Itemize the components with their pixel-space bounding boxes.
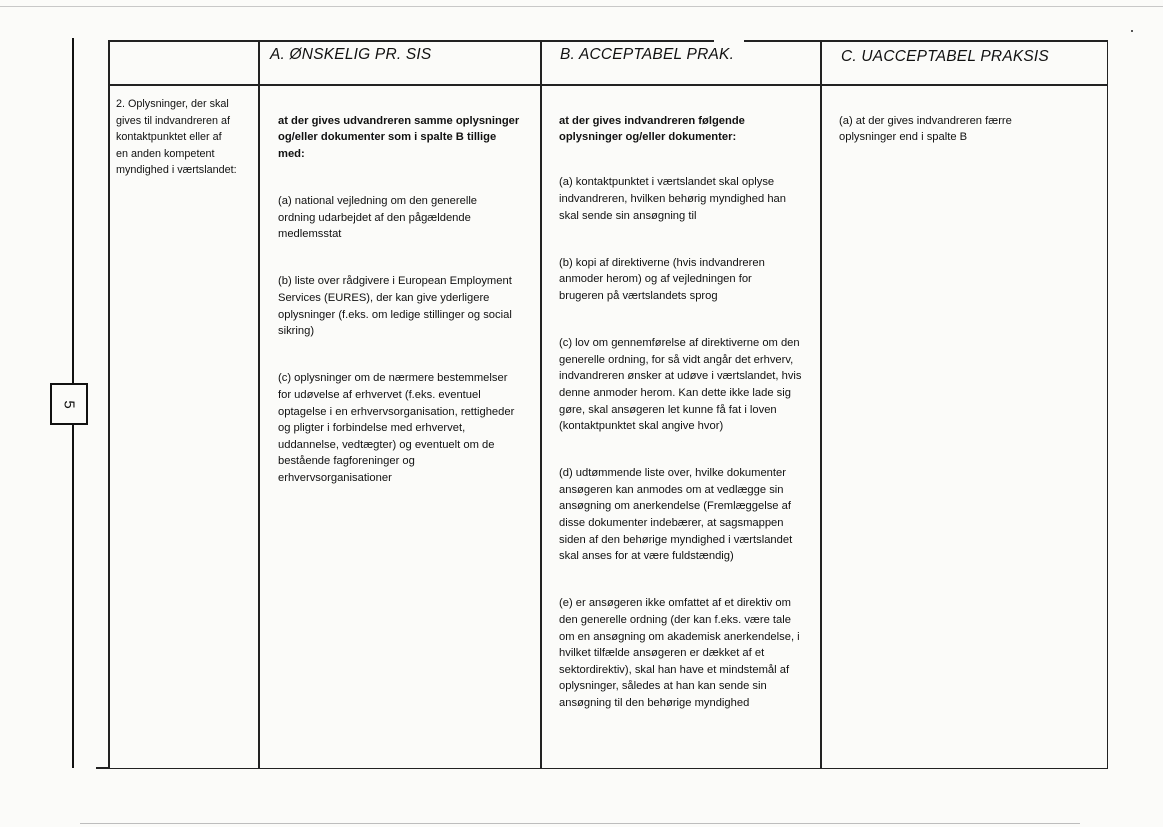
col-a-cell	[278, 96, 538, 517]
col-rule-3	[540, 40, 542, 768]
col-rule-2	[258, 40, 260, 768]
col-b-item-a: (a) kontaktpunktet i værtslandet skal oplyse indvandreren, hvilken behørig myndighed han skal sende sin ansøgning til	[559, 176, 787, 222]
col-b-intro: at der gives indvandreren følgende oplysninger og/eller dokumenter:	[559, 114, 745, 144]
col-b-item-e: (e) er ansøgeren ikke omfattet af et direktiv om den generelle ordning (der kan f.eks. være tale om en ansøgning om akademisk anerkendelse, i hvilket tilfælde ansøgeren er dækket af et sektordirektiv), skal han have et mindstemål af oplysninger, således at han kan sende sin ansøgning til den behørige myndighed	[559, 597, 800, 709]
table-bottom-extension	[96, 767, 110, 769]
header-col-a: A. ØNSKELIG PR. SIS	[270, 46, 432, 63]
col-c-cell	[839, 96, 1099, 176]
col-a-item-c: (c) oplysninger om de nærmere bestemmelser for udøvelse af erhvervet (f.eks. eventuel optagelse i en erhvervsorganisation, rettigheder og pligter i forbindelse med erhvervet, uddannelse, vedtægter) og eventuelt om de bestående fagforeninger og erhvervsorganisationer	[278, 372, 515, 484]
scan-edge-bottom	[80, 823, 1080, 824]
header-gap	[714, 38, 744, 44]
col-b-item-c: (c) lov om gennemførelse af direktiverne om den generelle ordning, for så vidt angår det erhverv, indvandreren ønsker at udøve i værtslandet, hvis denne anmoder herom. Kan dette ikke lade sig gøre, skal ansøgeren let kunne få fat i loven (kontaktpunktet skal angive hvor)	[559, 337, 802, 433]
col-rule-1	[108, 40, 110, 769]
col-b-cell	[559, 96, 821, 742]
header-col-c: C. UACCEPTABEL PRAKSIS	[841, 48, 1049, 65]
praxis-table	[96, 40, 1108, 769]
criterion-cell: 2. Oplysninger, der skal gives til indvandreren af kontaktpunktet eller af en anden kompetent myndighed i værtslandet:	[116, 98, 237, 177]
scan-edge-top	[0, 6, 1163, 7]
chapter-tab	[50, 383, 88, 425]
scan-speck	[1131, 30, 1133, 32]
header-separator	[108, 84, 1107, 86]
col-a-item-a: (a) national vejledning om den generelle ordning udarbejdet af den pågældende medlemsstat	[278, 194, 478, 241]
col-b-item-d: (d) udtømmende liste over, hvilke dokumenter ansøgeren kan anmodes om at vedlægge sin ansøgning om anerkendelse (Fremlæggelse af disse dokumenter indebærer, at sagsmappen siden af den behørige myndighed i værtslandet skal anses for at være fuldstændig)	[559, 467, 793, 563]
col-a-intro: at der gives udvandreren samme oplysninger og/eller dokumenter som i spalte B tillige med:	[278, 114, 520, 160]
col-a-item-b: (b) liste over rådgivere i European Employment Services (EURES), der kan give yderligere oplysninger (f.eks. om ledige stillinger og social sikring)	[278, 275, 512, 338]
header-col-b: B. ACCEPTABEL PRAK.	[560, 46, 735, 63]
table-top-rule	[108, 40, 1107, 42]
col-c-item-a: (a) at der gives indvandreren færre oplysninger end i spalte B	[839, 114, 1012, 144]
chapter-tab-label: 5	[60, 399, 78, 409]
col-b-item-b: (b) kopi af direktiverne (hvis indvandreren anmoder herom) og af vejledningen for brugeren på værtslandets sprog	[559, 256, 765, 302]
